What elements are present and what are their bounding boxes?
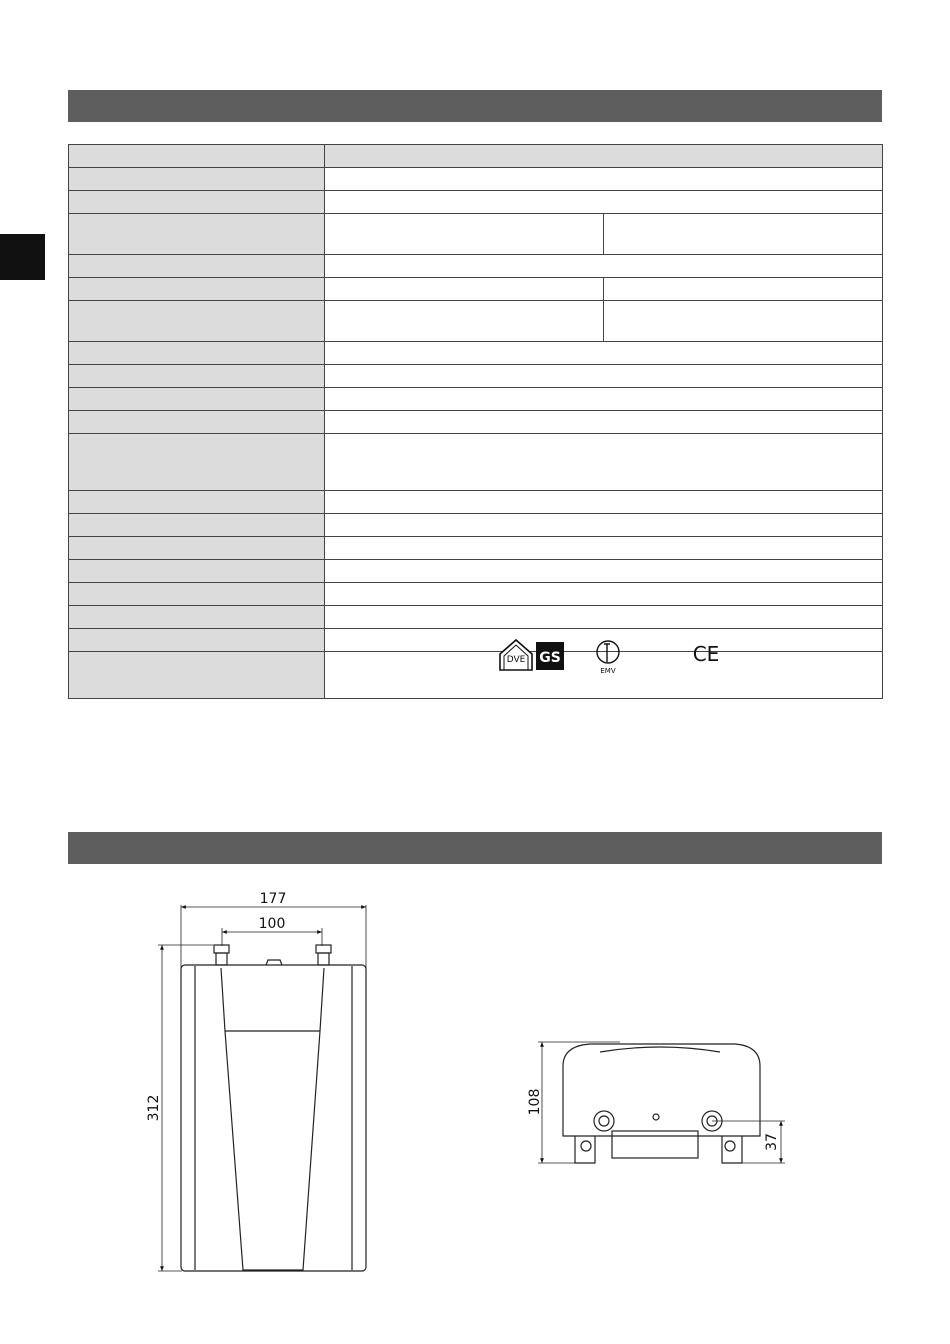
height-dimension-label: 312	[146, 1094, 162, 1122]
front-view-drawing	[158, 905, 366, 1271]
svg-text:DVE: DVE	[506, 655, 526, 665]
svg-text:GS: GS	[539, 650, 561, 666]
bottom-view-drawing	[538, 1042, 785, 1163]
svg-text:CE: CE	[692, 642, 720, 666]
depth-dimension-label: 108	[527, 1088, 543, 1116]
connector-spacing-label: 100	[258, 916, 286, 932]
svg-text:EMV: EMV	[600, 667, 616, 675]
connection-height-label: 37	[764, 1133, 780, 1151]
width-dimension-label: 177	[259, 891, 287, 907]
